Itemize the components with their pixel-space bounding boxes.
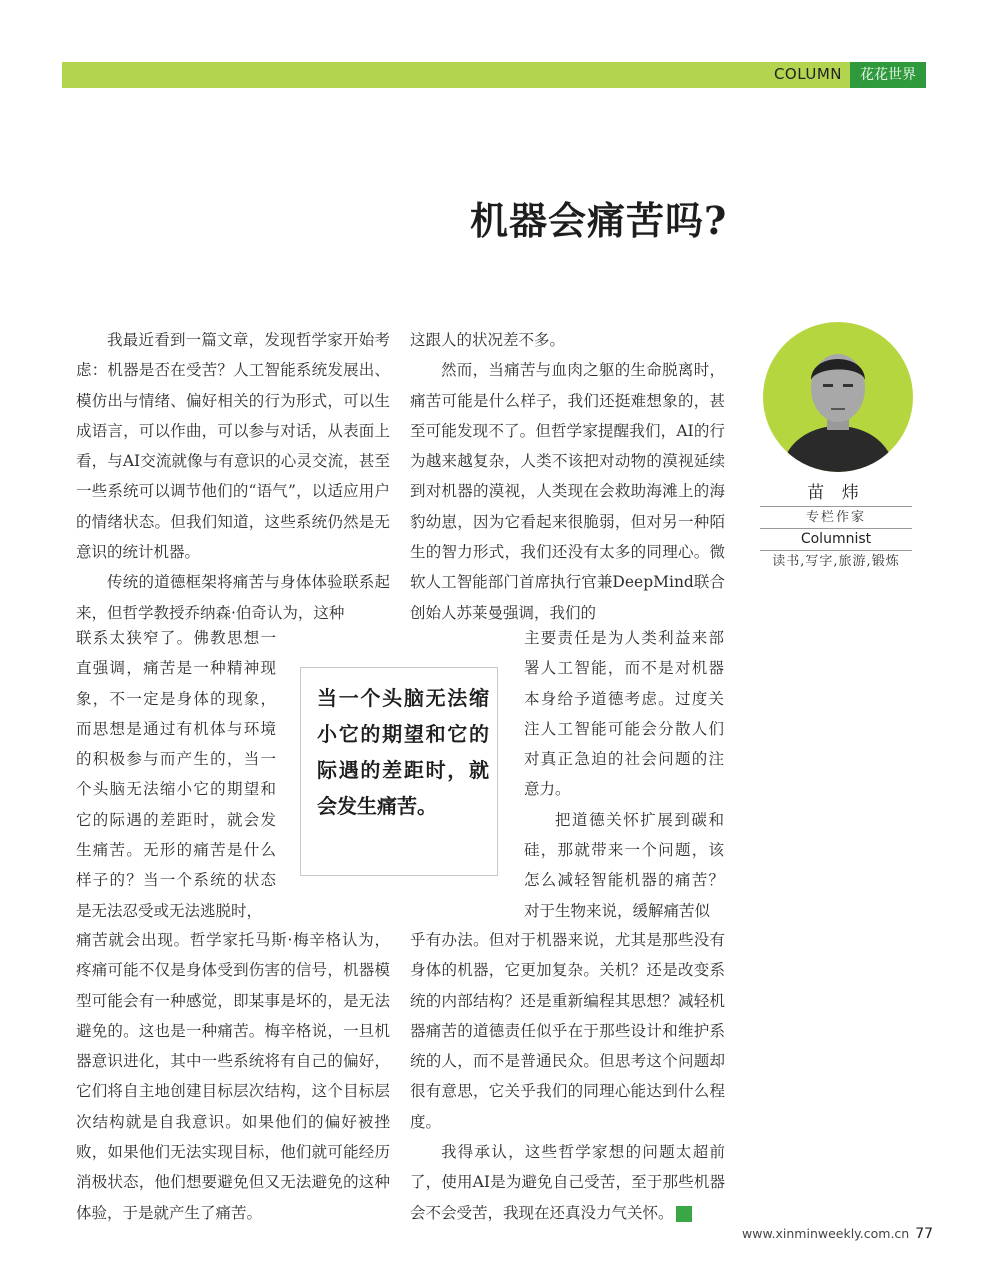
- paragraph: 我最近看到一篇文章，发现哲学家开始考虑：机器是否在受苦？人工智能系统发展出、模仿出与情绪、偏好相关的行为形式，可以生成语言，可以作曲，可以参与对话，从表面上看，与AI交流就像与有意识的心灵交流，甚至一些系统可以调节他们的“语气”，以适应用户的情绪状态。但我们知道，这些系统仍然是无意识的统计机器。: [76, 331, 390, 562]
- paragraph: 主要责任是为人类利益来部署人工智能，而不是对机器本身给予道德考虑。过度关注人工智能可能会分散人们对真正急迫的社会问题的注意力。: [524, 629, 724, 799]
- header-band: [62, 62, 926, 88]
- paragraph: 痛苦就会出现。哲学家托马斯·梅辛格认为，疼痛可能不仅是身体受到伤害的信号，机器模型可能会有一种感觉，即某事是坏的，是无法避免的。这也是一种痛苦。梅辛格说，一旦机器意识进化，其中一些系统将有自己的偏好，它们将自主地创建目标层次结构，这个目标层次结构就是自我意识。如果他们的偏好被挫败，如果他们无法实现目标，他们就可能经历消极状态，他们想要避免但又无法避免的这种体验，于是就产生了痛苦。: [76, 931, 390, 1222]
- section-label: 花花世界: [850, 62, 926, 88]
- paragraph: 乎有办法。但对于机器来说，尤其是那些没有身体的机器，它更加复杂。关机？还是改变系统的内部结构？还是重新编程其思想？减轻机器痛苦的道德责任似乎在于那些设计和维护系统的人，而不是普通民众。但思考这个问题却很有意思，它关乎我们的同理心能达到什么程度。: [410, 931, 725, 1131]
- column-label: COLUMN: [773, 65, 842, 83]
- pull-quote-box: [300, 667, 498, 876]
- end-mark-icon: 民: [676, 1206, 692, 1222]
- left-column-lower: [76, 925, 390, 1228]
- right-column-top: [410, 325, 725, 628]
- closing-text: 我得承认，这些哲学家想的问题太超前了，使用AI是为避免自己受苦，至于那些机器会不会受苦，我现在还真没力气关怀。: [410, 1143, 725, 1222]
- right-column-lower: [410, 925, 725, 1228]
- left-column-narrow: [76, 623, 276, 926]
- paragraph: 然而，当痛苦与血肉之躯的生命脱离时，痛苦可能是什么样子，我们还挺难想象的，甚至可能发现不了。但哲学家提醒我们，AI的行为越来越复杂，人类不该把对动物的漠视延续到对机器的漠视，人类现在会救助海滩上的海豹幼崽，因为它看起来很脆弱，但对另一种陌生的智力形式，我们还没有太多的同理心。微软人工智能部门首席执行官兼DeepMind联合创始人苏莱曼强调，我们的: [410, 361, 725, 622]
- right-column-narrow: [524, 623, 724, 926]
- page-number: 77: [915, 1226, 934, 1242]
- author-name: 苗 炜: [760, 482, 912, 507]
- author-info: [760, 482, 912, 573]
- author-photo-icon: [763, 322, 913, 472]
- paragraph: 把道德关怀扩展到碳和硅，那就带来一个问题，该怎么减轻智能机器的痛苦？对于生物来说，缓解痛苦似: [524, 810, 724, 920]
- footer-url: www.xinminweekly.com.cn: [742, 1226, 910, 1241]
- paragraph: [410, 1137, 725, 1228]
- left-column-top: [76, 325, 390, 628]
- author-role-en: Columnist: [760, 529, 912, 551]
- article-title: 机器会痛苦吗?: [470, 198, 728, 243]
- pull-quote: 当一个头脑无法缩小它的期望和它的际遇的差距时，就会发生痛苦。: [317, 686, 489, 818]
- paragraph: 联系太狭窄了。佛教思想一直强调，痛苦是一种精神现象，不一定是身体的现象，而思想是通过有机体与环境的积极参与而产生的，当一个头脑无法缩小它的期望和它的际遇的差距时，就会发生痛苦。无形的痛苦是什么样子的？当一个系统的状态是无法忍受或无法逃脱时，: [76, 629, 276, 920]
- paragraph: 这跟人的状况差不多。: [410, 331, 566, 349]
- footer: [742, 1226, 933, 1242]
- author-avatar: [763, 322, 913, 472]
- author-role: 专栏作家: [760, 507, 912, 529]
- paragraph: 传统的道德框架将痛苦与身体体验联系起来，但哲学教授乔纳森·伯奇认为，这种: [76, 573, 390, 622]
- author-tags: 读书,写字,旅游,锻炼: [772, 554, 900, 569]
